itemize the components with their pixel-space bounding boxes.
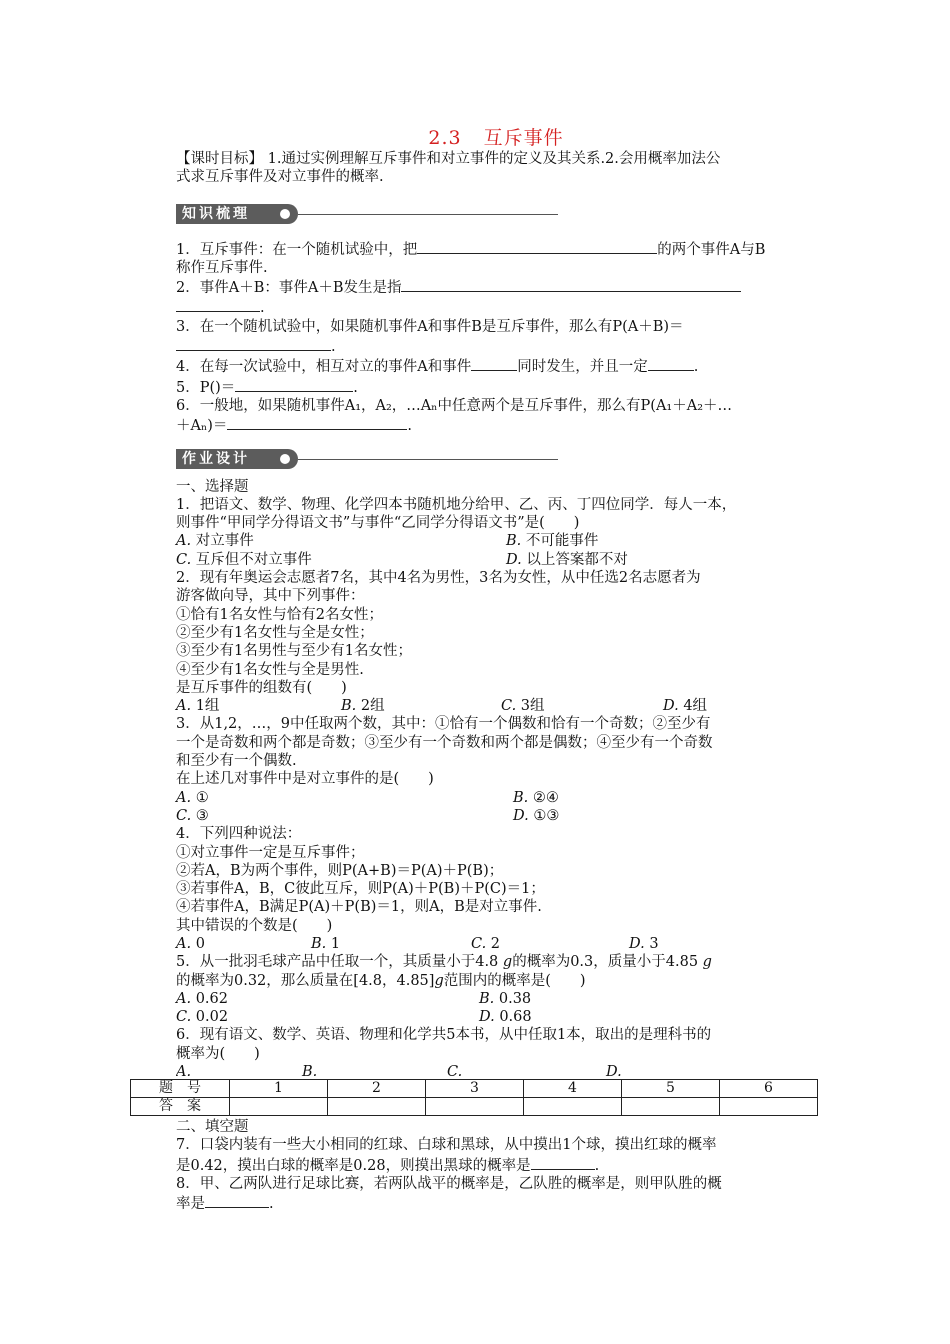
option-c[interactable] (501, 697, 663, 715)
question-5 (176, 953, 816, 971)
option-b[interactable] (479, 991, 531, 1007)
option-text: 2组 (360, 698, 385, 715)
table-col-1: 1 (230, 1080, 328, 1098)
section-title: 知识梳理 (182, 205, 250, 222)
goal-line-2: 式求互斥事件及对立事件的概率. (176, 169, 384, 186)
q1-options-cd (176, 551, 816, 569)
q2-item-3: ③至少有1名男性与至少有1名女性； (176, 643, 412, 660)
option-letter: D. (513, 807, 529, 824)
q4-options (176, 935, 816, 953)
answer-blank[interactable] (176, 336, 331, 351)
option-text: 0.38 (498, 990, 532, 1007)
option-letter: B. (513, 789, 529, 806)
q7-line-2 (176, 1155, 816, 1175)
answer-blank[interactable] (417, 239, 657, 254)
option-letter: D. (479, 1009, 495, 1026)
page-title (176, 126, 816, 150)
option-text: ①③ (533, 807, 560, 824)
q2-prompt: 是互斥事件的组数有( ) (176, 679, 347, 696)
option-a[interactable] (176, 789, 513, 807)
k2-line-2 (176, 297, 816, 317)
option-text: 0.62 (195, 990, 228, 1007)
q4-prompt: 其中错误的个数是( ) (176, 917, 333, 934)
option-text: 0.02 (195, 1009, 229, 1026)
option-text: 对立事件 (195, 533, 254, 550)
option-a[interactable]: A. (176, 1064, 192, 1078)
option-letter: C. (176, 551, 192, 568)
q6-line-2: 概率为( ) (176, 1045, 260, 1062)
k2-text-b: . (260, 300, 265, 317)
q4-item-3: ③若事件A，B，C彼此互斥，则P(A)＋P(B)＋P(C)＝1； (176, 881, 545, 898)
answer-table (130, 1079, 818, 1116)
q2-item-1: ①恰有1名女性与恰有2名女性； (176, 606, 383, 623)
q3-options-cd (176, 807, 816, 825)
knowledge-item-6: 6．一般地，如果随机事件A₁，A₂，…Aₙ中任意两个是互斥事件，那么有P(A₁＋A₂＋… (176, 397, 733, 414)
option-d[interactable] (506, 552, 628, 568)
answer-cell[interactable] (720, 1098, 818, 1116)
q5-text-b: 的概率为0.32，那么质量在[4.8，4.85] (176, 972, 435, 989)
option-letter: A. (176, 990, 192, 1007)
answer-blank[interactable] (205, 1193, 269, 1208)
q1-line-2: 则事件“甲同学分得语文书”与事件“乙同学分得语文书”是( ) (176, 515, 580, 532)
k1-text-a: 1．互斥事件：在一个随机试验中，把 (176, 241, 418, 258)
q1-options-ab (176, 532, 816, 550)
option-c[interactable] (176, 807, 513, 825)
q8-text-b: 率是 (176, 1196, 205, 1213)
option-letter: D. (629, 935, 645, 952)
k2-text-a: 2．事件A＋B：事件A＋B发生是指 (176, 280, 402, 297)
k3-text-b: . (331, 339, 336, 356)
option-letter: A. (176, 533, 192, 550)
option-c[interactable] (176, 1008, 479, 1026)
answer-cell[interactable] (328, 1098, 426, 1116)
knowledge-item-4 (176, 356, 816, 376)
option-c[interactable] (471, 935, 629, 953)
option-text: ③ (195, 807, 209, 824)
answer-cell[interactable] (524, 1098, 622, 1116)
answer-blank[interactable] (227, 415, 407, 430)
option-c[interactable] (176, 551, 506, 569)
table-col-2: 2 (328, 1080, 426, 1098)
table-col-5: 5 (622, 1080, 720, 1098)
answer-blank[interactable] (648, 356, 694, 371)
k3-line-2 (176, 336, 816, 356)
option-text: 1 (330, 935, 341, 952)
question-4: 4．下列四种说法： (176, 826, 302, 843)
option-d[interactable] (479, 1009, 532, 1025)
answer-cell[interactable] (622, 1098, 720, 1116)
option-text: 互斥但不对立事件 (195, 551, 312, 568)
option-letter: B. (311, 935, 327, 952)
bullet-dot-icon (280, 454, 290, 464)
option-d[interactable]: D. (606, 1064, 622, 1078)
option-text: 以上答案都不对 (526, 551, 628, 568)
q5-text-a: 5．从一批羽毛球产品中任取一个，其质量小于4.8 (176, 954, 499, 971)
unit-g: g (502, 954, 513, 971)
q7-text-c: . (594, 1157, 600, 1174)
option-d[interactable] (513, 808, 559, 824)
option-text: 2 (490, 935, 501, 952)
title-number: 2.3 (428, 127, 462, 149)
table-col-6: 6 (720, 1080, 818, 1098)
option-letter: D. (663, 698, 679, 715)
answer-cell[interactable] (230, 1098, 328, 1116)
q3-options-ab (176, 789, 816, 807)
option-letter: A. (176, 698, 192, 715)
q2-item-2: ②至少有1名女性与全是女性； (176, 624, 374, 641)
option-text: 3 (649, 935, 659, 952)
option-d[interactable] (629, 936, 659, 952)
k1-text-c: 称作互斥事件. (176, 259, 268, 276)
option-text: 0 (195, 935, 205, 952)
title-text: 互斥事件 (483, 127, 564, 149)
section-header-knowledge (176, 201, 816, 225)
q5-options-ab (176, 990, 816, 1008)
table-header-cell: 答 案 (131, 1098, 230, 1116)
option-b[interactable] (513, 790, 559, 806)
option-a[interactable] (176, 532, 506, 550)
section-rule (298, 214, 558, 216)
option-letter: C. (176, 1009, 192, 1026)
k1-text-b: 的两个事件A与B (657, 241, 766, 258)
q5-line-2 (176, 972, 816, 990)
table-row (131, 1098, 818, 1116)
q6-options (176, 1063, 816, 1077)
q3-line-3: 和至少有一个偶数. (176, 753, 297, 770)
question-3: 3．从1,2，…，9中任取两个数，其中：①恰有一个偶数和恰有一个奇数；②至少有 (176, 716, 711, 733)
answer-blank[interactable] (471, 356, 517, 371)
option-text: 0.68 (499, 1009, 532, 1026)
q5-text-b2: 范围内的概率是( ) (443, 972, 586, 989)
k5-text-a: 5．P()＝ (176, 379, 236, 396)
q2-options (176, 697, 816, 715)
section-header-homework (176, 446, 816, 470)
q5-text-a2: 的概率为0.3，质量小于4.85 (512, 954, 699, 971)
option-letter: A. (176, 789, 192, 806)
q7-text-b: 是0.42，摸出白球的概率是0.28，则摸出黑球的概率是 (176, 1157, 531, 1174)
answer-blank[interactable] (531, 1155, 595, 1170)
option-c[interactable]: C. (447, 1064, 463, 1078)
q2-line-2: 游客做向导，其中下列事件： (176, 588, 365, 605)
k4-text-a: 4．在每一次试验中，相互对立的事件A和事件 (176, 359, 472, 376)
answer-blank[interactable] (401, 277, 741, 292)
table-header-cell: 题 号 (131, 1080, 230, 1098)
q5-options-cd (176, 1008, 816, 1026)
option-text: ① (195, 789, 209, 806)
table-col-4: 4 (524, 1080, 622, 1098)
table-row (131, 1080, 818, 1098)
answer-blank[interactable] (235, 377, 353, 392)
fill-in-section (176, 1118, 816, 1213)
q8-line-2 (176, 1193, 816, 1213)
option-a[interactable] (176, 697, 341, 715)
option-letter: B. (506, 533, 522, 550)
option-text: 3组 (520, 698, 545, 715)
q3-prompt: 在上述几对事件中是对立事件的是( ) (176, 771, 434, 788)
q8-text-c: . (269, 1196, 274, 1213)
question-6: 6．现有语文、数学、英语、物理和化学共5本书，从中任取1本，取出的是理科书的 (176, 1027, 712, 1044)
option-letter: D. (506, 551, 522, 568)
option-a[interactable] (176, 990, 479, 1008)
k4-text-b: 同时发生，并且一定 (517, 359, 648, 376)
option-letter: C. (471, 935, 487, 952)
option-letter: B. (479, 990, 495, 1007)
option-a[interactable] (176, 935, 311, 953)
part-heading-fill: 二、填空题 (176, 1119, 249, 1135)
answer-cell[interactable] (426, 1098, 524, 1116)
option-letter: C. (501, 698, 517, 715)
option-letter: B. (341, 698, 357, 715)
answer-blank[interactable] (176, 297, 260, 312)
question-1: 1．把语文、数学、物理、化学四本书随机地分给甲、乙、丙、丁四位同学．每人一本， (176, 496, 737, 513)
k6-text-b: ＋Aₙ)＝ (176, 418, 228, 435)
option-letter: C. (176, 807, 192, 824)
question-7: 7．口袋内装有一些大小相同的红球、白球和黑球，从中摸出1个球，摸出红球的概率 (176, 1137, 717, 1154)
knowledge-item-5 (176, 377, 816, 397)
option-b[interactable]: B. (302, 1064, 318, 1078)
option-text: 不可能事件 (525, 533, 599, 550)
part-heading-choice: 一、选择题 (176, 478, 249, 495)
bullet-dot-icon (280, 209, 290, 219)
q4-item-1: ①对立事件一定是互斥事件； (176, 844, 365, 861)
k5-text-b: . (353, 379, 358, 396)
option-text: ②④ (532, 789, 559, 806)
q4-item-2: ②若A，B为两个事件，则P(A+B)＝P(A)＋P(B)； (176, 862, 504, 879)
option-text: 4组 (683, 698, 708, 715)
goal-line-1 (176, 150, 816, 168)
unit-g: g (434, 972, 444, 989)
k6-text-c: . (407, 418, 413, 435)
option-d[interactable] (663, 698, 707, 714)
goal-text-1: 1.通过实例理解互斥事件和对立事件的定义及其关系.2.会用概率加法公 (267, 151, 721, 167)
option-b[interactable] (311, 935, 471, 953)
section-title: 作业设计 (182, 450, 250, 467)
question-2: 2．现有年奥运会志愿者7名，其中4名为男性，3名为女性，从中任选2名志愿者为 (176, 570, 701, 587)
option-text: 1组 (195, 698, 220, 715)
knowledge-item-3: 3．在一个随机试验中，如果随机事件A和事件B是互斥事件，那么有P(A＋B)＝ (176, 318, 684, 335)
k6-line-2 (176, 415, 816, 435)
q4-item-4: ④若事件A，B满足P(A)＋P(B)＝1，则A，B是对立事件. (176, 899, 542, 916)
unit-g: g (702, 954, 712, 971)
knowledge-item-2 (176, 277, 816, 297)
option-letter: A. (176, 935, 192, 952)
section-rule (298, 459, 558, 461)
q2-item-4: ④至少有1名女性与全是男性. (176, 661, 364, 678)
k4-text-c: . (693, 359, 699, 376)
table-col-3: 3 (426, 1080, 524, 1098)
document-body (176, 126, 816, 1077)
q3-line-2: 一个是奇数和两个都是奇数；③至少有一个奇数和两个都是偶数；④至少有一个奇数 (176, 734, 713, 751)
goal-label: 【课时目标】 (176, 151, 263, 167)
knowledge-item-1 (176, 239, 816, 259)
question-8: 8．甲、乙两队进行足球比赛，若两队战平的概率是，乙队胜的概率是，则甲队胜的概 (176, 1175, 722, 1192)
option-b[interactable] (341, 697, 501, 715)
option-b[interactable] (506, 533, 598, 549)
